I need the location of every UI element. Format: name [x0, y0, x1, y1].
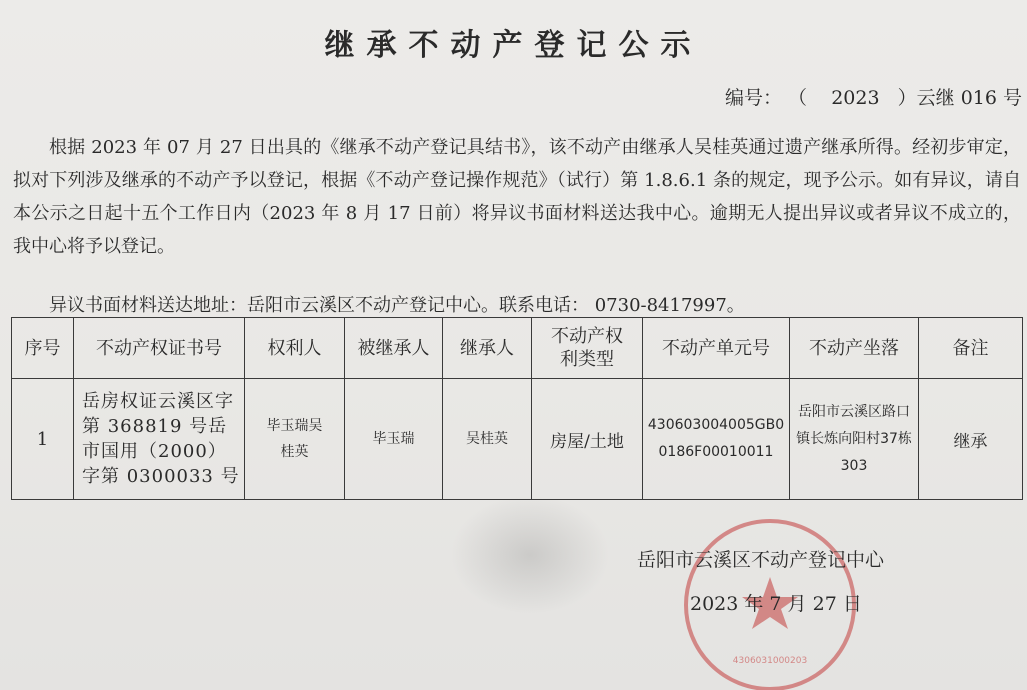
cell-heir: 吴桂英 [443, 379, 532, 500]
header-remark: 备注 [919, 318, 1023, 379]
body-paragraph: 根据 2023 年 07 月 27 日出具的《继承不动产登记具结书》，该不动产由继承人吴桂英通过遗产继承所得。经初步审定，拟对下列涉及继承的不动产予以登记，根据《不动产登记操作规范》（试行）第 1.8.6.1 条的规定，现予公示。如有异议，请自本公示之日起十五个工作日内（2023 年 8 月 17 日前）将异议书面材料送达我中心。逾期无人提出异议或者异议不成立的，我中心将予以登记。 [13, 137, 1021, 257]
issuer-name: 岳阳市云溪区不动产登记中心 [637, 549, 885, 571]
header-right-type: 不动产权利类型 [532, 318, 643, 379]
cell-remark: 继承 [919, 379, 1023, 500]
cell-location: 岳阳市云溪区路口镇长炼向阳村37栋303 [790, 379, 919, 500]
cell-right-type: 房屋/土地 [532, 379, 643, 500]
header-decedent: 被继承人 [345, 318, 443, 379]
photo-smudge [450, 495, 610, 615]
issue-date: 2023 年 7 月 27 日 [690, 593, 862, 615]
header-heir: 继承人 [443, 318, 532, 379]
cell-cert-no: 岳房权证云溪区字第 368819 号岳市国用（2000）字第 0300033 号 [74, 379, 245, 500]
cell-unit-no: 430603004005GB00186F00010011 [643, 379, 790, 500]
table-row [12, 379, 1023, 500]
property-table [11, 317, 1023, 500]
header-cert-no: 不动产权证书号 [74, 318, 245, 379]
header-holder: 权利人 [245, 318, 345, 379]
cell-decedent: 毕玉瑞 [345, 379, 443, 500]
seal-code: 4306031000203 [732, 656, 808, 666]
cell-seq: 1 [12, 379, 74, 500]
objection-address: 异议书面材料送达地址：岳阳市云溪区不动产登记中心。联系电话： 0730-8417997。 [49, 295, 745, 316]
page-title: 继承不动产登记公示 [324, 28, 703, 63]
header-unit-no: 不动产单元号 [643, 318, 790, 379]
table-header-row [12, 318, 1023, 379]
header-location: 不动产坐落 [790, 318, 919, 379]
document-number: 编号： （ 2023 ）云继 016 号 [725, 87, 1023, 109]
cell-holder: 毕玉瑞吴桂英 [245, 379, 345, 500]
header-seq: 序号 [12, 318, 74, 379]
